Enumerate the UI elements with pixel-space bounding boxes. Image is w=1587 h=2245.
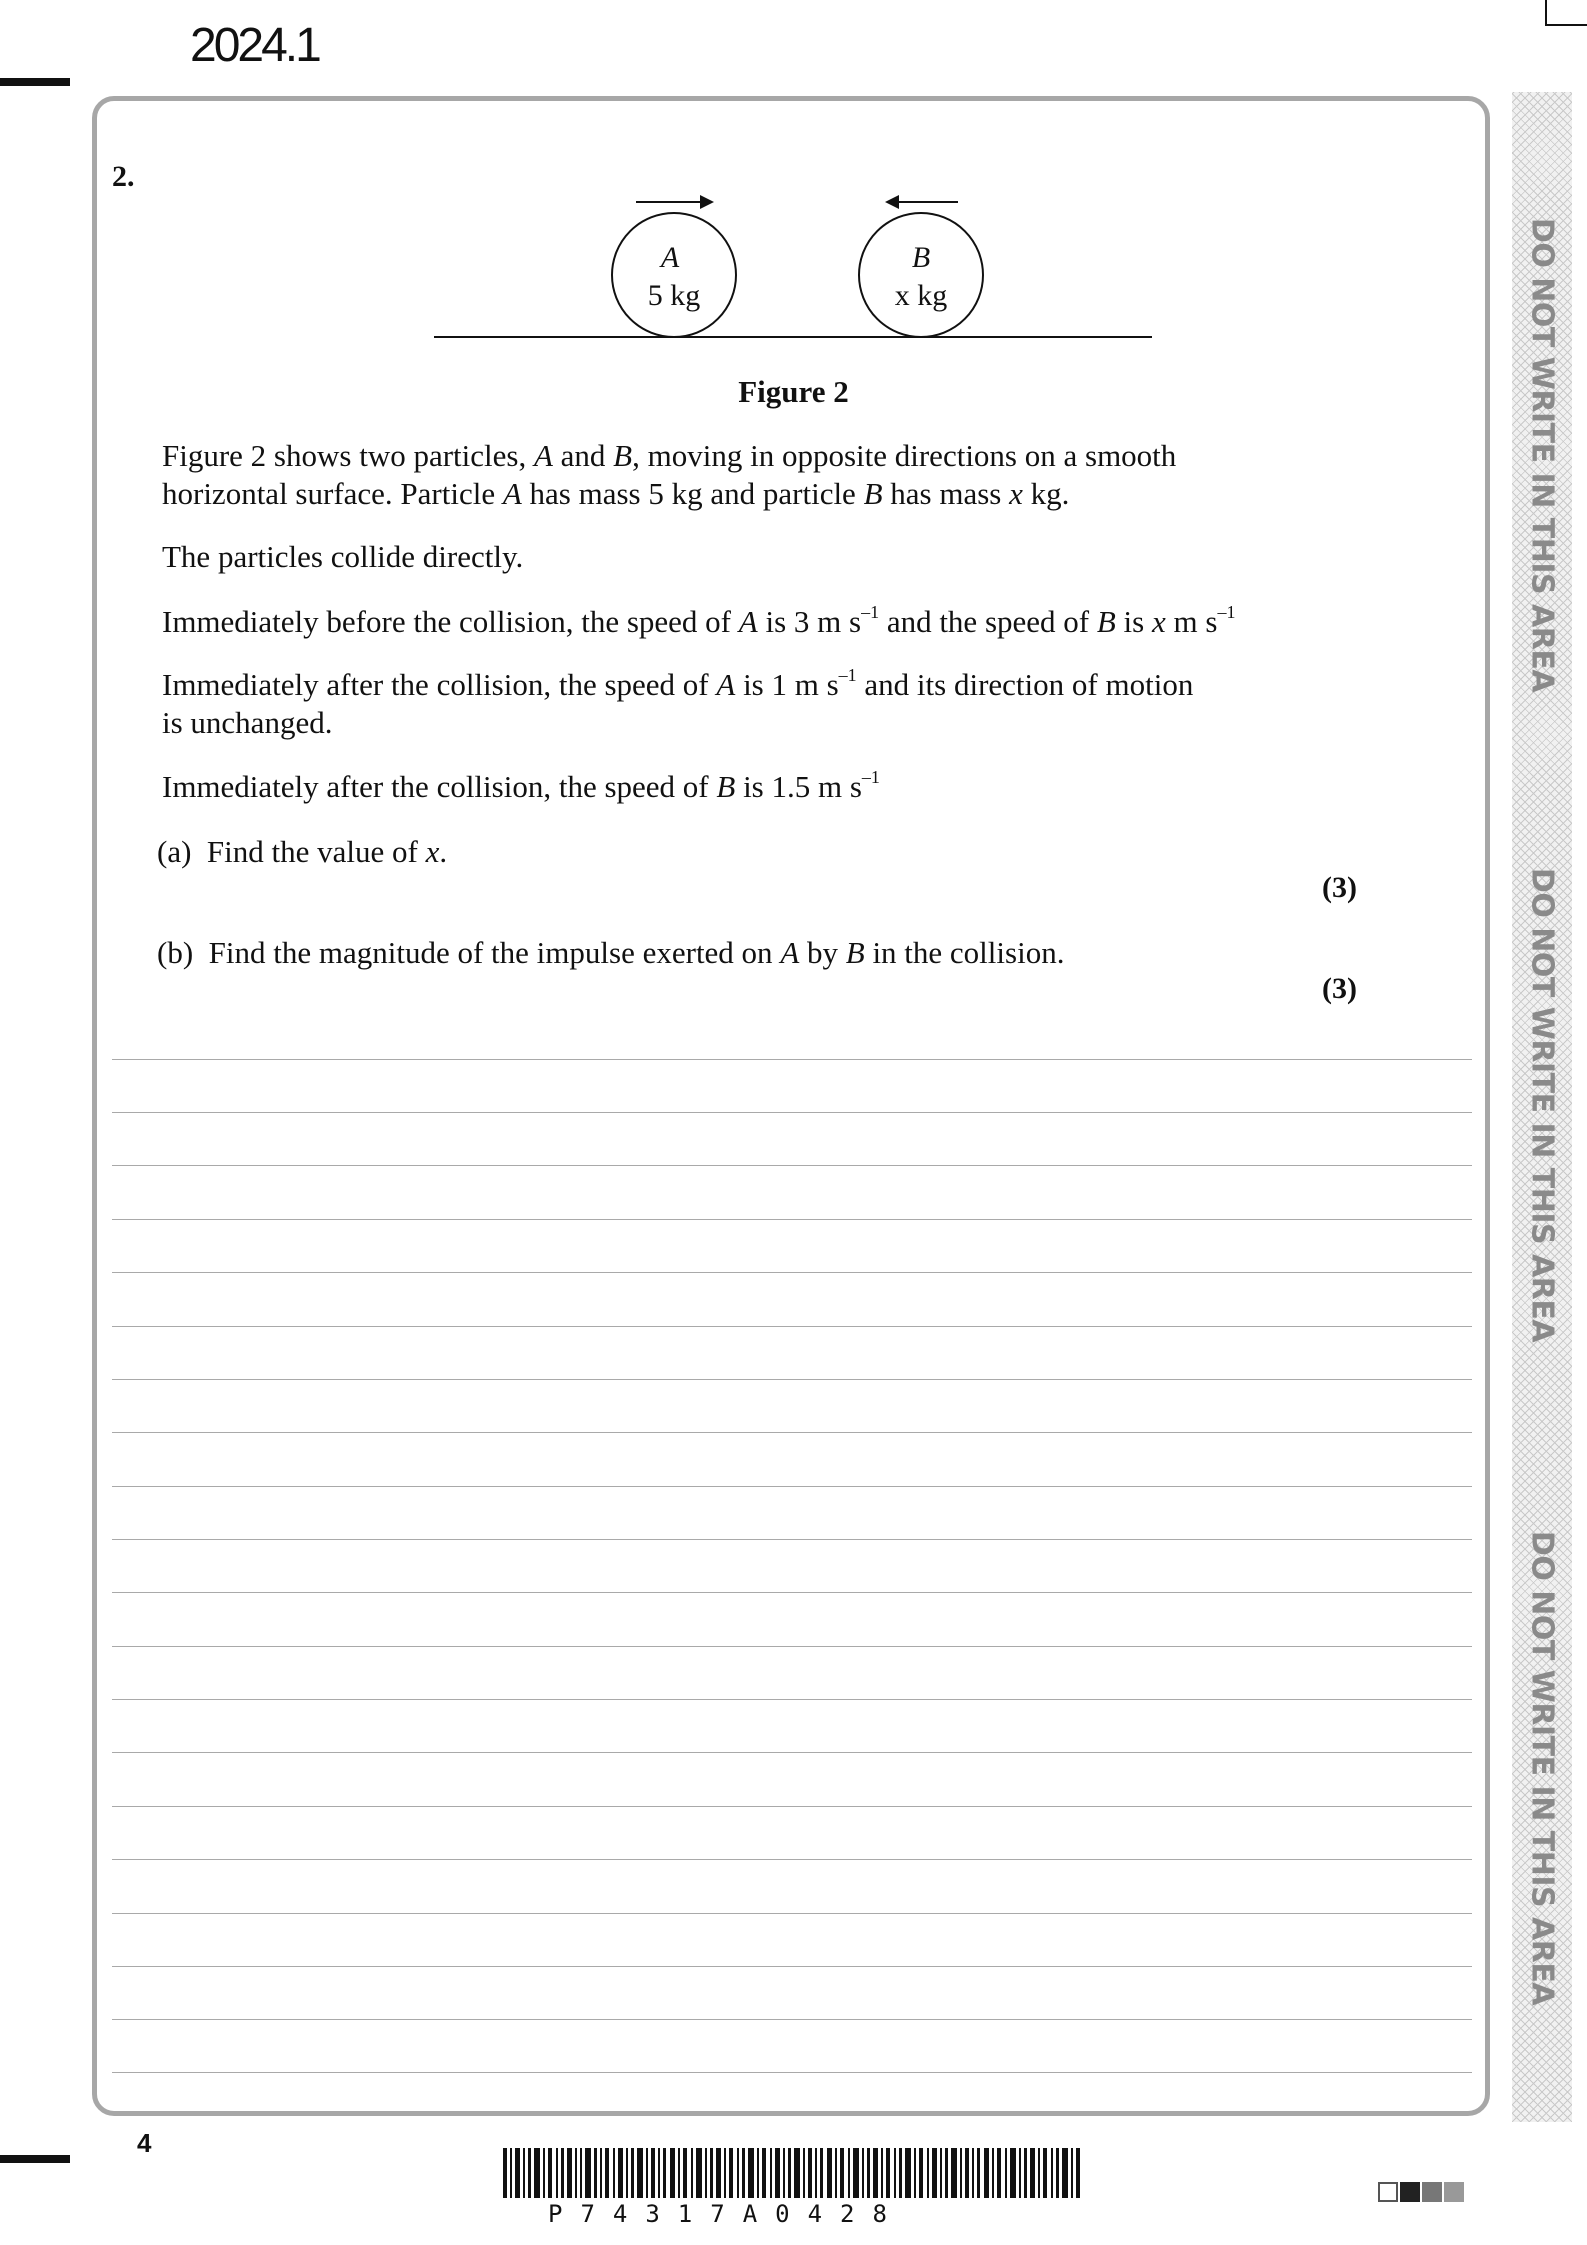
answer-line[interactable] — [112, 1219, 1472, 1220]
particle-b-mass: x kg — [894, 279, 948, 312]
answer-line[interactable] — [112, 1272, 1472, 1273]
particle-a-mass: 5 kg — [647, 279, 701, 312]
indicator-box-grey — [1444, 2182, 1464, 2202]
answer-line[interactable] — [112, 1432, 1472, 1433]
registration-mark-bottom-left — [0, 2155, 70, 2163]
part-b-marks: (3) — [1322, 972, 1357, 1005]
figure-caption: Figure 2 — [738, 374, 849, 409]
collision-figure — [430, 185, 1160, 345]
paragraph-after-collision-b: Immediately after the collision, the speed of B is 1.5 m $s^{-1}$ — [162, 767, 880, 804]
part-a-question: (a) Find the value of x. — [157, 834, 448, 869]
answer-line[interactable] — [112, 1646, 1472, 1647]
answer-line[interactable] — [112, 1592, 1472, 1593]
answer-line[interactable] — [112, 1486, 1472, 1487]
crop-mark-top-right-h — [1545, 0, 1547, 26]
margin-warning-bottom: DO NOT WRITE IN THIS AREA — [1524, 1530, 1560, 2006]
answer-line[interactable] — [112, 1913, 1472, 1914]
paragraph-intro: Figure 2 shows two particles, A and B, moving in opposite directions on a smooth horizontal surface. Particle A has mass 5 kg and particle B has mass x kg. — [162, 438, 1177, 511]
particle-b-name: B — [911, 241, 931, 274]
paragraph-collide: The particles collide directly. — [162, 539, 524, 574]
page-number: 4 — [137, 2128, 152, 2158]
question-number: 2. — [112, 160, 135, 193]
paragraph-after-collision-a: Immediately after the collision, the speed of A is 1 m $s^{-1}$ and its direction of motion is unchanged. — [162, 665, 1194, 740]
answer-line[interactable] — [112, 1859, 1472, 1860]
arrow-right-icon — [700, 195, 714, 209]
answer-line[interactable] — [112, 1966, 1472, 1967]
indicator-box-grey — [1422, 2182, 1442, 2202]
answer-line[interactable] — [112, 1806, 1472, 1807]
barcode-icon — [503, 2148, 1083, 2198]
indicator-box-empty — [1378, 2182, 1398, 2202]
particle-a-circle — [612, 213, 736, 337]
answer-line[interactable] — [112, 2019, 1472, 2020]
margin-warning-top: DO NOT WRITE IN THIS AREA — [1524, 217, 1560, 693]
page-indicator-boxes — [1378, 2182, 1466, 2202]
barcode-text: P74317A0428 — [548, 2200, 905, 2228]
answer-line[interactable] — [112, 1326, 1472, 1327]
answer-line[interactable] — [112, 1165, 1472, 1166]
answer-line[interactable] — [112, 1059, 1472, 1060]
arrow-left-icon — [885, 195, 899, 209]
answer-line[interactable] — [112, 1539, 1472, 1540]
part-a-marks: (3) — [1322, 871, 1357, 904]
part-b-question: (b) Find the magnitude of the impulse exerted on A by B in the collision. — [157, 935, 1065, 970]
paragraph-before-collision: Immediately before the collision, the speed of A is 3 m $s^{-1}$ and the speed of B is x m $s^{-1}$ — [162, 602, 1236, 639]
particle-b-circle — [859, 213, 983, 337]
particle-a-name: A — [660, 241, 680, 274]
margin-warning-middle: DO NOT WRITE IN THIS AREA — [1524, 867, 1560, 1343]
indicator-box-filled — [1400, 2182, 1420, 2202]
answer-line[interactable] — [112, 1699, 1472, 1700]
crop-mark-top-right-v — [1547, 24, 1587, 26]
paper-code-label: 2024.1 — [190, 19, 319, 72]
answer-line[interactable] — [112, 1752, 1472, 1753]
answer-line[interactable] — [112, 1112, 1472, 1113]
registration-mark-top-left — [0, 78, 70, 86]
answer-line[interactable] — [112, 1379, 1472, 1380]
answer-line[interactable] — [112, 2072, 1472, 2073]
